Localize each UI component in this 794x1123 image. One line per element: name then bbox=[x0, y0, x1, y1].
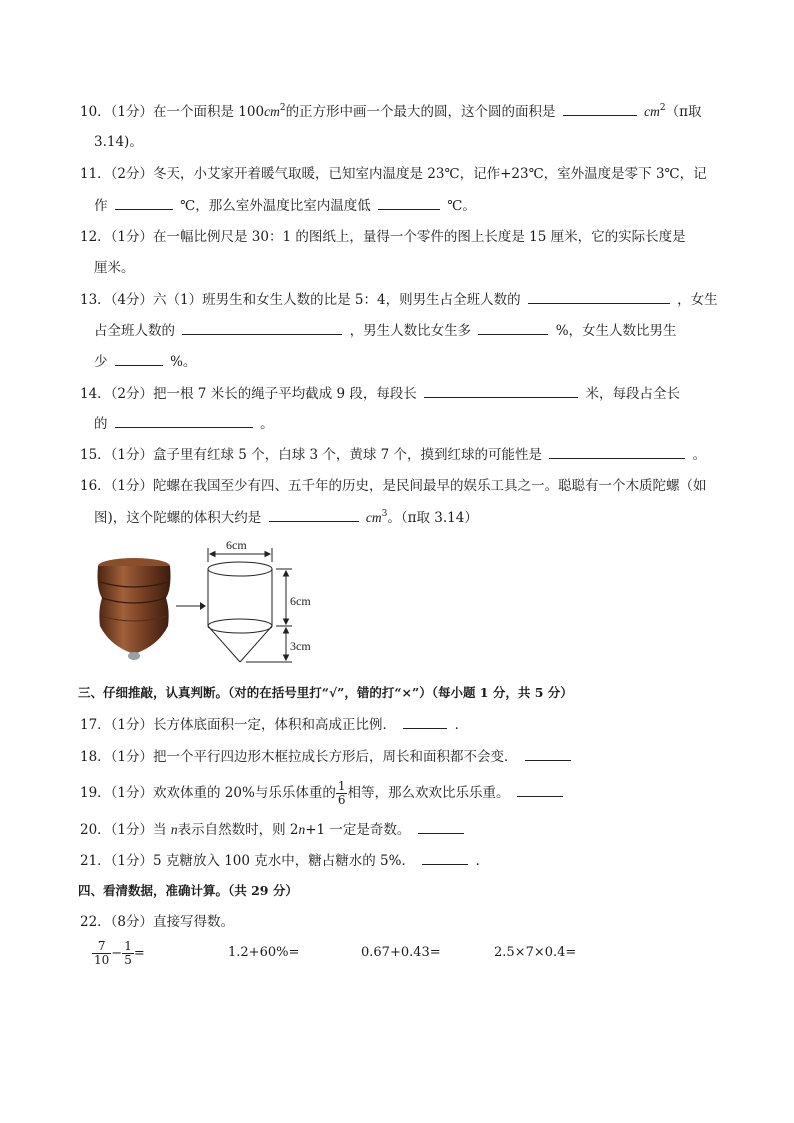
q13-text-b3: %，女生人数比男生 bbox=[555, 323, 677, 339]
q14-text-a2: 米，每段占全长 bbox=[585, 386, 680, 402]
q14-line2 bbox=[94, 413, 274, 434]
q15-text-a: 15．（1分）盒子里有红球 5 个，白球 3 个，黄球 7 个，摸到红球的可能性是 bbox=[80, 447, 543, 463]
q14-text-b: 的 bbox=[94, 416, 108, 432]
q13-answer-blank-4[interactable] bbox=[115, 351, 163, 366]
q14-answer-blank-1[interactable] bbox=[424, 383, 578, 398]
q16-sup: 3 bbox=[381, 509, 388, 519]
q19-text-b: 相等，那么欢欢比乐乐重。 bbox=[347, 785, 510, 801]
q20-text-c: +1 一定是奇数。 bbox=[305, 822, 411, 838]
q14-answer-blank-2[interactable] bbox=[115, 413, 253, 428]
cone-height-label: 3cm bbox=[290, 639, 311, 653]
q11-text-c: ℃，那么室外温度比室内温度低 bbox=[180, 198, 371, 214]
question-21 bbox=[80, 850, 489, 871]
q11-answer-blank-1[interactable] bbox=[115, 195, 173, 210]
width-label: 6cm bbox=[226, 538, 247, 552]
question-19 bbox=[80, 778, 566, 808]
q10-text-a: 10．（1分）在一个面积是 100 bbox=[80, 104, 265, 120]
q20-var2: n bbox=[298, 822, 306, 837]
spinning-top-diagram bbox=[96, 538, 336, 668]
q13-text-c2: %。 bbox=[170, 354, 197, 370]
q18-text-a: 18．（1分）把一个平行四边形木框拉成长方形后，周长和面积都不会变． bbox=[80, 749, 518, 765]
calc1-f2-num: 1 bbox=[124, 939, 132, 953]
q11-text-d: ℃。 bbox=[447, 198, 476, 214]
calc-expression-1 bbox=[92, 940, 145, 967]
q13-text-a: 13．（4分）六（1）班男生和女生人数的比是 5：4，则男生占全班人数的 bbox=[80, 292, 521, 308]
q19-fraction bbox=[336, 780, 348, 807]
q10-text-c: （π取 bbox=[665, 104, 702, 120]
q13-line3 bbox=[94, 351, 196, 372]
q17-text-b: ． bbox=[454, 717, 469, 733]
calc1-equals: = bbox=[133, 946, 145, 961]
q18-answer-blank[interactable] bbox=[525, 746, 571, 761]
q13-answer-blank-1[interactable] bbox=[528, 289, 670, 304]
question-13 bbox=[80, 289, 718, 310]
q20-text-b: 表示自然数时，则 2 bbox=[177, 822, 299, 838]
calc-expression-4: 2.5×7×0.4= bbox=[494, 945, 577, 960]
q13-text-b: 占全班人数的 bbox=[94, 323, 175, 339]
q21-answer-blank[interactable] bbox=[422, 850, 468, 865]
cylinder-height-label: 6cm bbox=[290, 594, 311, 608]
q16-unit: cm bbox=[365, 510, 382, 525]
q21-text-b: ． bbox=[475, 853, 490, 869]
q16-answer-blank[interactable] bbox=[269, 507, 359, 522]
q19-frac-denominator: 6 bbox=[337, 793, 346, 807]
calc1-f1-num: 7 bbox=[92, 940, 111, 954]
q11-text-b: 作 bbox=[94, 198, 108, 214]
q10-text-b: 的正方形中画一个最大的圆，这个圆的面积是 bbox=[285, 104, 556, 120]
q13-text-b2: ，男生人数比女生多 bbox=[349, 323, 472, 339]
q19-answer-blank[interactable] bbox=[517, 782, 563, 797]
calc-expression-2: 1.2+60%= bbox=[228, 945, 300, 960]
q10-sup1: 2 bbox=[279, 103, 286, 113]
q12-line2: 厘米。 bbox=[94, 260, 135, 276]
question-20 bbox=[80, 819, 467, 840]
section-4-title: 四、看清数据，准确计算。（共 29 分） bbox=[78, 883, 298, 898]
question-12: 12．（1分）在一幅比例尺是 30：1 的图纸上，量得一个零件的图上长度是 15 厘米，它的实际长度是 bbox=[80, 229, 686, 245]
q16-text-b: 图)，这个陀螺的体积大约是 bbox=[94, 510, 262, 526]
q20-answer-blank[interactable] bbox=[418, 819, 464, 834]
question-22: 22．（8分）直接写得数。 bbox=[80, 914, 235, 930]
wooden-top-image bbox=[98, 558, 171, 660]
question-15 bbox=[80, 444, 706, 465]
q10-unit1: cm bbox=[264, 104, 280, 119]
q10-unit2: cm bbox=[644, 104, 660, 119]
q13-answer-blank-2[interactable] bbox=[182, 320, 342, 335]
calc1-fraction-1 bbox=[92, 940, 111, 967]
question-18 bbox=[80, 746, 574, 767]
question-17 bbox=[80, 714, 468, 735]
question-11: 11．（2分）冬天，小艾家开着暖气取暖，已知室内温度是 23℃，记作+23℃，室外温度是零下 3℃，记 bbox=[80, 166, 707, 182]
question-10 bbox=[80, 101, 702, 122]
q20-text-a: 20．（1分）当 bbox=[80, 822, 167, 838]
q10-answer-blank[interactable] bbox=[563, 101, 637, 116]
question-14 bbox=[80, 383, 680, 404]
q13-answer-blank-3[interactable] bbox=[478, 320, 548, 335]
q17-text-a: 17．（1分）长方体底面积一定，体积和高成正比例． bbox=[80, 717, 397, 733]
q16-line2 bbox=[94, 507, 478, 528]
q11-answer-blank-2[interactable] bbox=[378, 195, 440, 210]
q13-line2 bbox=[94, 320, 677, 341]
q13-text-a2: ，女生 bbox=[677, 292, 718, 308]
calc1-minus: − bbox=[111, 946, 123, 961]
q10-continuation: 3.14)。 bbox=[94, 134, 143, 150]
calc1-f1-den: 10 bbox=[94, 953, 110, 967]
q14-text-b2: 。 bbox=[260, 416, 274, 432]
q14-text-a: 14．（2分）把一根 7 米长的绳子平均截成 9 段，每段长 bbox=[80, 386, 417, 402]
cylinder-cone-figure bbox=[208, 562, 272, 662]
q13-text-c: 少 bbox=[94, 354, 108, 370]
question-16: 16．（1分）陀螺在我国至少有四、五千年的历史，是民间最早的娱乐工具之一。聪聪有一个木质陀螺（如 bbox=[80, 478, 707, 494]
q19-text-a: 19．（1分）欢欢体重的 20%与乐乐体重的 bbox=[80, 785, 336, 801]
q15-answer-blank[interactable] bbox=[549, 444, 685, 459]
section-3-title: 三、仔细推敲，认真判断。（对的在括号里打“√”，错的打“×”）（每小题 1 分，共 5 分） bbox=[78, 685, 573, 700]
q20-var: n bbox=[170, 822, 178, 837]
calc1-f2-den: 5 bbox=[124, 953, 132, 967]
arrow-icon bbox=[176, 602, 206, 610]
q17-answer-blank[interactable] bbox=[403, 714, 447, 729]
q15-text-b: 。 bbox=[692, 447, 707, 463]
q16-text-c: 。（π取 3.14） bbox=[387, 510, 478, 526]
calc-expression-3: 0.67+0.43= bbox=[361, 945, 441, 960]
calc1-fraction-2 bbox=[122, 940, 134, 967]
q10-sup2: 2 bbox=[659, 103, 666, 113]
q19-frac-numerator: 1 bbox=[337, 779, 346, 793]
q21-text-a: 21．（1分）5 克糖放入 100 克水中，糖占糖水的 5%． bbox=[80, 853, 415, 869]
q11-line2 bbox=[94, 195, 476, 216]
